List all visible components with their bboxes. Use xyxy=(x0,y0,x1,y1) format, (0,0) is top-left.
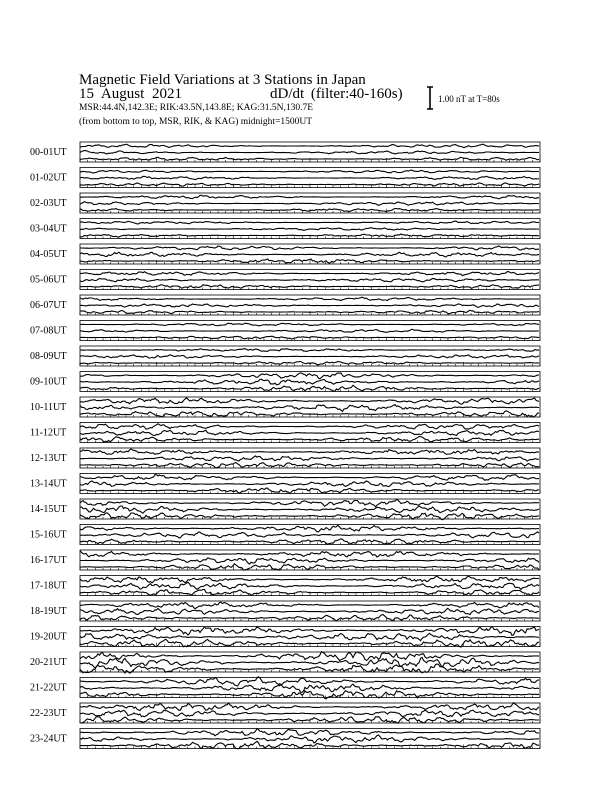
trace-rik xyxy=(80,151,539,154)
trace-kag xyxy=(80,500,539,507)
trace-rik xyxy=(80,608,539,614)
trace-rik xyxy=(80,657,539,667)
trace-rik xyxy=(80,355,539,359)
trace-rik xyxy=(80,710,539,717)
station-order-note: (from bottom to top, MSR, RIK, & KAG) midnight=1500UT xyxy=(79,117,313,127)
trace-kag xyxy=(80,272,539,276)
trace-msr xyxy=(80,157,539,160)
scale-bar xyxy=(427,87,433,109)
trace-kag xyxy=(80,449,539,455)
trace-rik xyxy=(80,532,539,538)
trace-kag xyxy=(80,602,539,608)
hour-label: 08-09UT xyxy=(30,351,67,362)
hour-label: 11-12UT xyxy=(30,427,67,439)
trace-kag xyxy=(80,144,539,148)
trace-kag xyxy=(80,221,539,224)
trace-rik xyxy=(80,252,539,256)
trace-kag xyxy=(80,373,539,379)
hour-label: 10-11UT xyxy=(30,402,67,413)
hour-label: 21-22UT xyxy=(30,682,67,694)
trace-rik xyxy=(80,558,539,564)
trace-kag xyxy=(80,323,539,326)
chart-title: Magnetic Field Variations at 3 Stations in Japan xyxy=(79,72,366,88)
station-coordinates: MSR:44.4N,142.3E; RIK:43.5N,143.8E; KAG:31.5N,130.7E xyxy=(79,103,314,113)
hour-label: 22-23UT xyxy=(30,708,67,719)
trace-msr xyxy=(80,183,539,186)
hour-label: 12-13UT xyxy=(30,453,67,464)
hour-label: 09-10UT xyxy=(30,376,67,388)
trace-kag xyxy=(80,525,539,532)
hour-label: 06-07UT xyxy=(30,300,67,311)
trace-rik xyxy=(80,279,539,282)
hour-label: 01-02UT xyxy=(30,172,67,184)
hour-label: 14-15UT xyxy=(30,504,67,515)
trace-rik xyxy=(80,228,539,231)
trace-kag xyxy=(80,246,539,250)
scale-bar-label: 1.00 nT at T=80s xyxy=(438,94,500,104)
hour-label: 16-17UT xyxy=(30,555,67,566)
hour-label: 02-03UT xyxy=(30,198,67,209)
trace-kag xyxy=(80,195,539,199)
hour-label: 20-21UT xyxy=(30,657,67,668)
trace-rik xyxy=(80,379,539,385)
trace-rik xyxy=(80,506,539,513)
trace-msr xyxy=(80,589,539,595)
trace-rik xyxy=(80,304,539,307)
hour-label: 17-18UT xyxy=(30,580,67,592)
trace-kag xyxy=(80,576,539,583)
chart-quantity: dD/dt (filter:40-160s) xyxy=(270,86,403,102)
trace-kag xyxy=(80,424,539,430)
hour-label: 03-04UT xyxy=(30,223,67,235)
trace-kag xyxy=(80,349,539,352)
trace-kag xyxy=(80,551,539,557)
hour-label: 18-19UT xyxy=(30,606,67,617)
trace-kag xyxy=(80,475,539,481)
trace-kag xyxy=(80,729,539,736)
trace-rik xyxy=(80,735,539,743)
hour-label: 15-16UT xyxy=(30,529,67,541)
trace-rik xyxy=(80,405,539,412)
trace-kag xyxy=(80,297,539,300)
hour-label: 07-08UT xyxy=(30,325,67,337)
trace-kag xyxy=(80,398,539,404)
trace-rik xyxy=(80,430,539,435)
trace-rik xyxy=(80,582,539,589)
trace-kag xyxy=(80,652,539,661)
chart-date: 15 August 2021 xyxy=(79,86,183,102)
hour-label: 05-06UT xyxy=(30,274,67,286)
hour-label: 13-14UT xyxy=(30,478,67,490)
trace-kag xyxy=(80,170,539,173)
trace-rik xyxy=(80,481,539,487)
trace-kag xyxy=(80,703,539,711)
hour-label: 19-20UT xyxy=(30,631,67,643)
trace-rik xyxy=(80,456,539,461)
hour-label: 00-01UT xyxy=(30,147,67,158)
hour-label: 04-05UT xyxy=(30,249,67,260)
trace-kag xyxy=(80,627,539,636)
trace-rik xyxy=(80,202,539,206)
trace-kag xyxy=(80,677,539,686)
minute-ticks xyxy=(80,311,540,315)
trace-rik xyxy=(80,176,539,179)
trace-rik xyxy=(80,329,539,332)
hour-label: 23-24UT xyxy=(30,733,67,745)
